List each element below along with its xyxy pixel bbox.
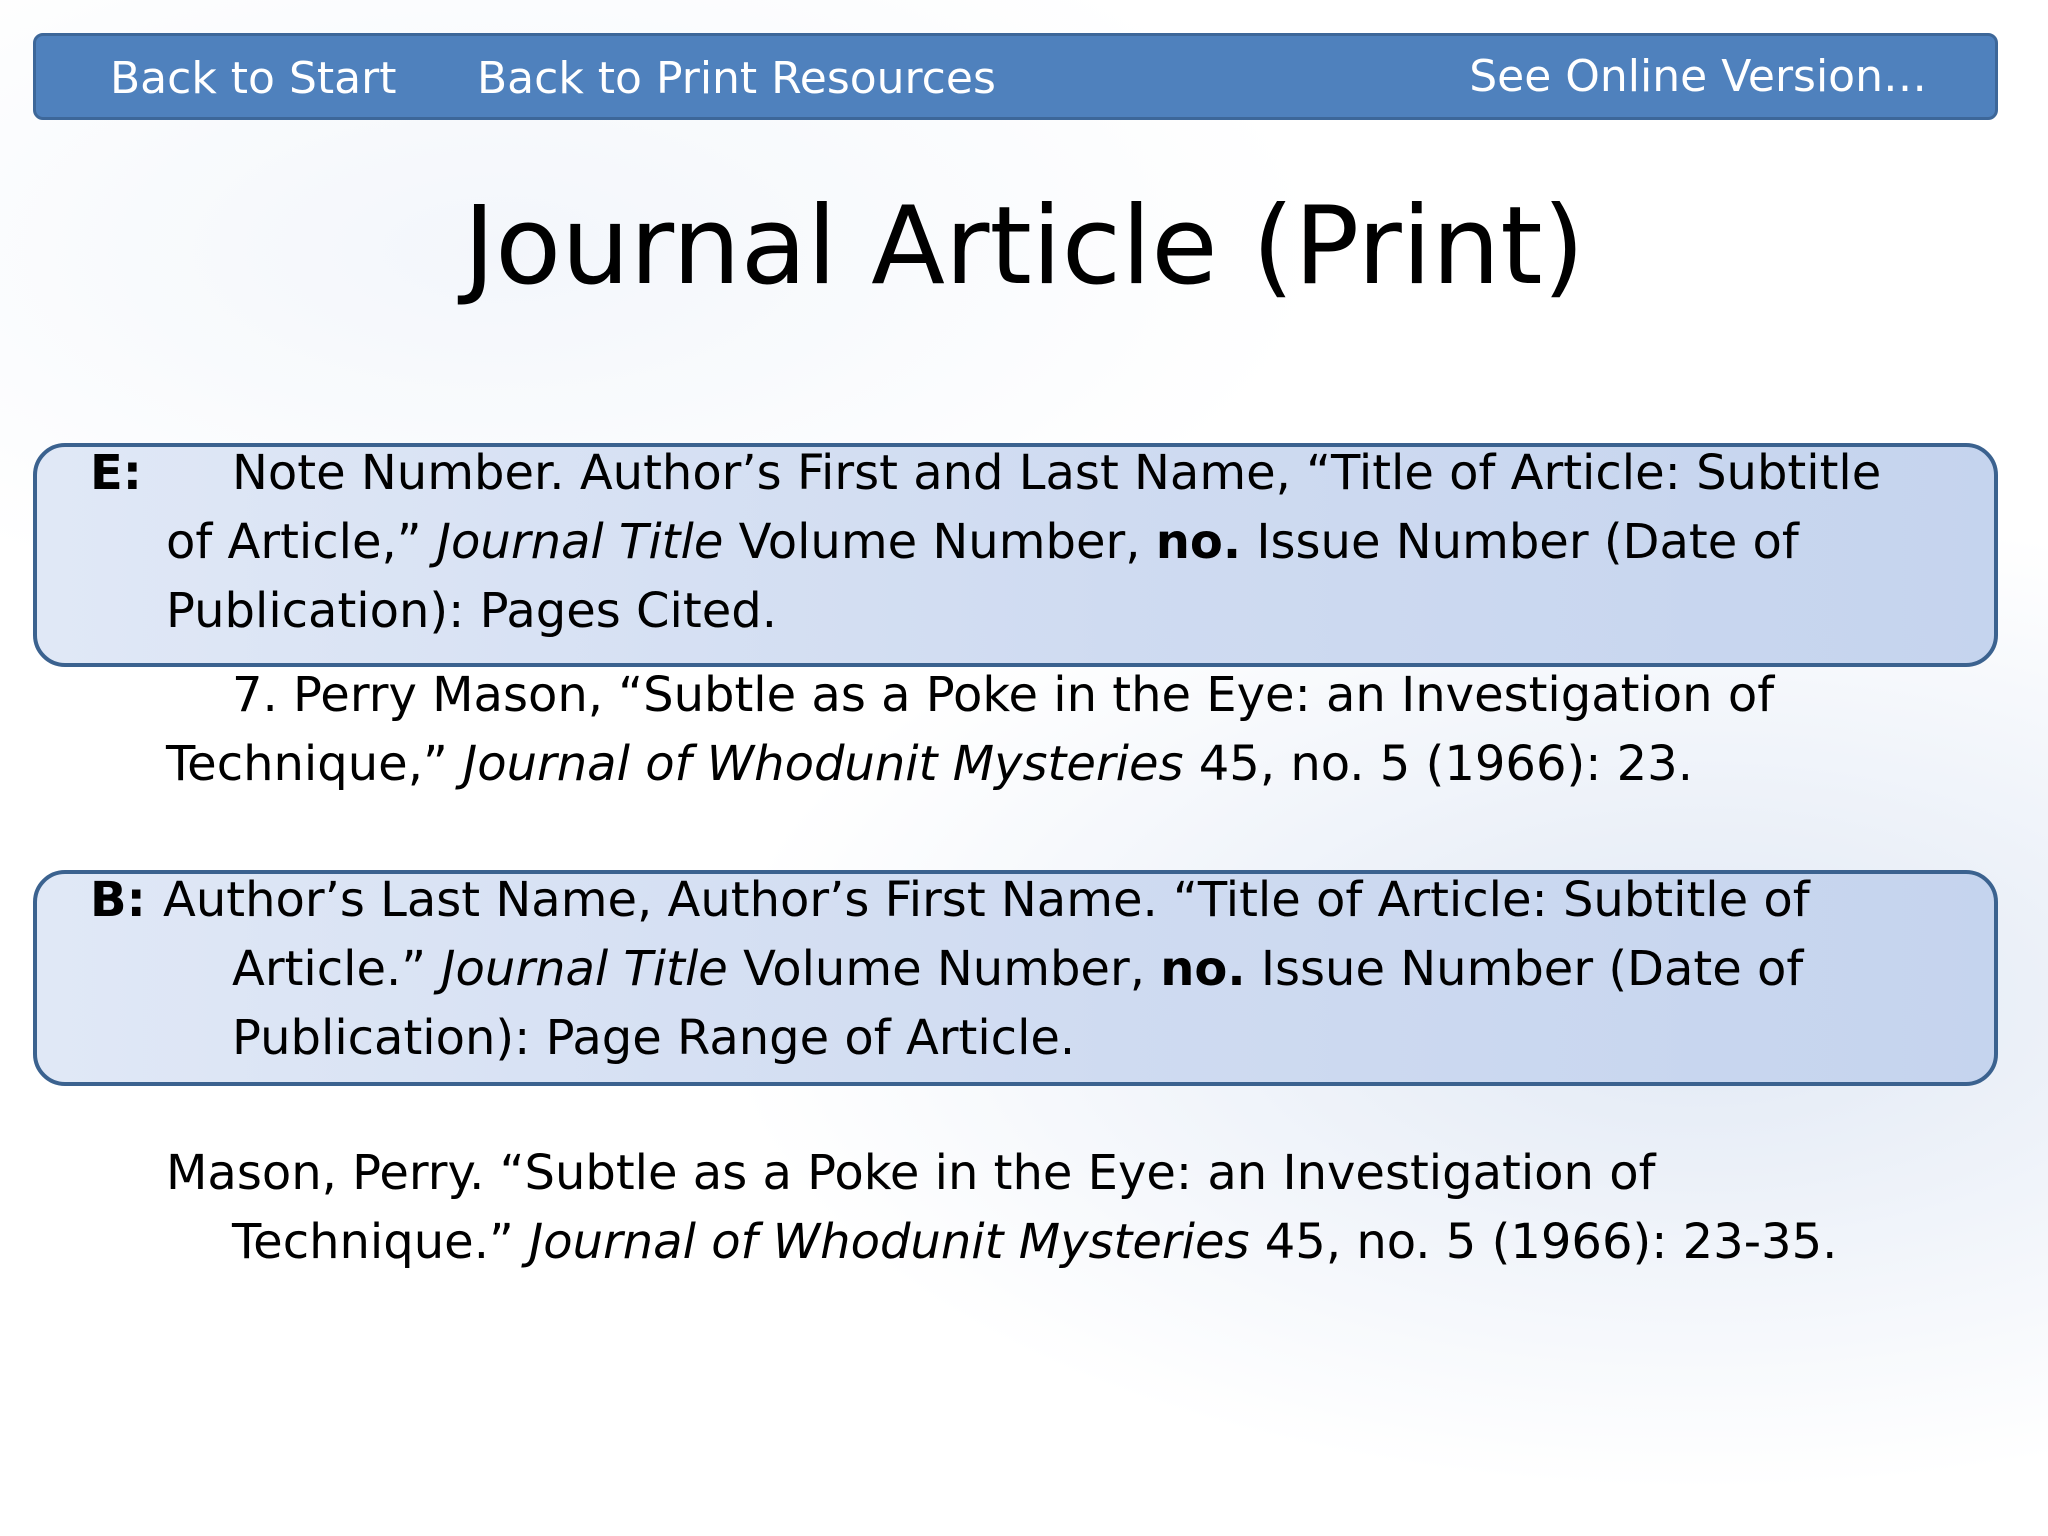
endnote-format-line-3: Publication): Pages Cited.	[166, 583, 777, 639]
endnote-format-line-1: Note Number. Author’s First and Last Name, “Title of Article: Subtitle	[232, 445, 1882, 501]
endnote-example-line-2	[166, 730, 1693, 798]
bibliography-format-no: no.	[1160, 941, 1246, 997]
bibliography-format-line-2	[232, 935, 1803, 1003]
bibliography-label: B:	[90, 872, 146, 928]
bibliography-example-text: 45, no. 5 (1966): 23-35.	[1249, 1214, 1838, 1270]
endnote-format-text: Issue Number (Date of	[1241, 514, 1799, 570]
endnote-example-journal-title: Journal of Whodunit Mysteries	[463, 736, 1184, 792]
bibliography-format-text: Article.”	[232, 941, 442, 997]
endnote-format-no: no.	[1155, 514, 1242, 570]
bibliography-example-text: Technique.”	[232, 1214, 530, 1270]
navigation-bar	[33, 33, 1998, 120]
bibliography-example-line-2	[232, 1208, 1837, 1276]
endnote-label: E:	[90, 445, 142, 501]
bibliography-example-line-1: Mason, Perry. “Subtle as a Poke in the Eye: an Investigation of	[166, 1145, 1656, 1201]
endnote-example-line-1: 7. Perry Mason, “Subtle as a Poke in the Eye: an Investigation of	[232, 667, 1775, 723]
endnote-format-text: of Article,”	[166, 514, 437, 570]
endnote-format-line-2	[166, 508, 1799, 576]
bibliography-format-text: Volume Number,	[727, 941, 1161, 997]
page-title: Journal Article (Print)	[463, 184, 1585, 309]
endnote-format-journal-title: Journal Title	[436, 514, 724, 570]
endnote-example-text: 45, no. 5 (1966): 23.	[1183, 736, 1693, 792]
endnote-format-text: Volume Number,	[723, 514, 1156, 570]
see-online-version-link[interactable]: See Online Version…	[1469, 51, 1927, 102]
back-to-start-link[interactable]: Back to Start	[110, 53, 397, 104]
bibliography-format-line-1: Author’s Last Name, Author’s First Name. “Title of Article: Subtitle of	[163, 872, 1810, 928]
bibliography-format-line-3: Publication): Page Range of Article.	[232, 1010, 1076, 1066]
bibliography-format-text: Issue Number (Date of	[1245, 941, 1804, 997]
bibliography-example-journal-title: Journal of Whodunit Mysteries	[529, 1214, 1250, 1270]
endnote-example-text: Technique,”	[166, 736, 464, 792]
bibliography-format-journal-title: Journal Title	[441, 941, 728, 997]
back-to-print-resources-link[interactable]: Back to Print Resources	[477, 53, 996, 104]
